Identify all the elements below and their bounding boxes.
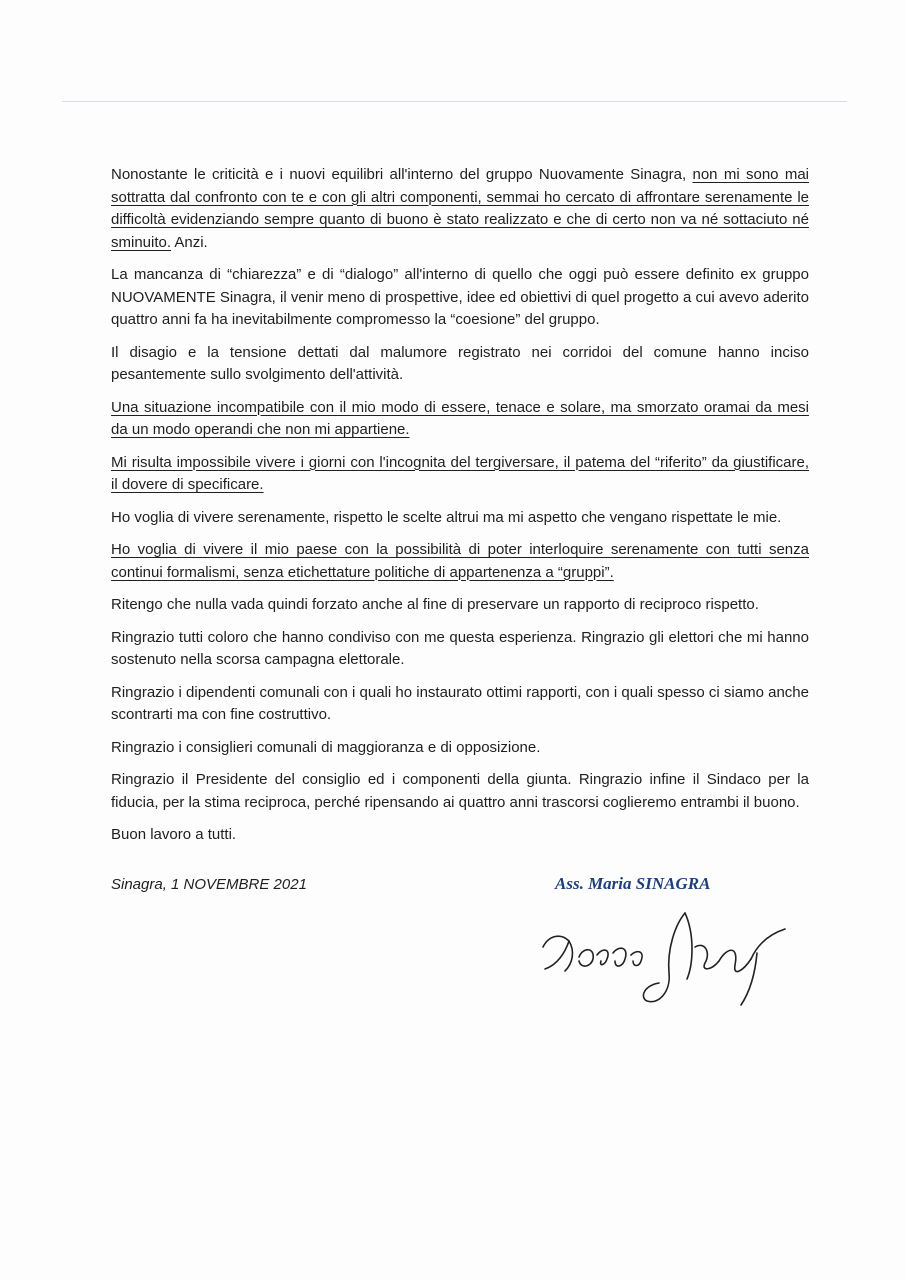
underlined-text: Ho voglia di vivere il mio paese con la possibilità di poter interloquire serenamente con tutti senza continui formalismi, senza etichettature politiche di appartenenza a “gruppi”. [111,541,809,581]
paragraph-13: Buon lavoro a tutti. [111,826,237,843]
paragraph-10: Ringrazio i dipendenti comunali con i quali ho instaurato ottimi rapporti, con i quali spesso ci siamo anche scontrarti ma con fine costruttivo. [111,683,809,723]
signer-name: Ass. Maria SINAGRA [555,874,711,893]
paragraph-7 [111,539,809,584]
paragraph-3: Il disagio e la tensione dettati dal malumore registrato nei corridoi del comune hanno inciso pesantemente sullo svolgimento dell'attività. [111,343,809,383]
letter-body [111,164,809,857]
underlined-text: Mi risulta impossibile vivere i giorni con l'incognita del tergiversare, il patema del “riferito” da giustificare, il dovere di specificare. [111,453,809,493]
paragraph-8: Ritengo che nulla vada quindi forzato anche al fine di preservare un rapporto di reciproco rispetto. [111,596,759,613]
paragraph-12: Ringrazio il Presidente del consiglio ed i componenti della giunta. Ringrazio infine il Sindaco per la fiducia, per la stima reciproca, perché ripensando ai quattro anni trascorsi coglieremo entrambi il buono. [111,771,809,811]
paragraph-9: Ringrazio tutti coloro che hanno condiviso con me questa esperienza. Ringrazio gli elettori che mi hanno sostenuto nella scorsa campagna elettorale. [111,628,809,668]
underlined-text: non mi sono mai sottratta dal confronto con te e con gli altri componenti, semmai ho cercato di affrontare serenamente le difficoltà evidenziando sempre quanto di buono è stato realizzato e che di certo non va né sottaciuto né sminuito. [111,166,809,251]
paragraph-4 [111,397,809,442]
underlined-text: Una situazione incompatibile con il mio modo di essere, tenace e solare, ma smorzato oramai da mesi da un modo operandi che non mi appartiene. [111,398,809,438]
place-and-date: Sinagra, 1 NOVEMBRE 2021 [111,876,307,893]
paragraph-6: Ho voglia di vivere serenamente, rispetto le scelte altrui ma mi aspetto che vengano rispettate le mie. [111,508,782,526]
paragraph-2: La mancanza di “chiarezza” e di “dialogo” all'interno di quello che oggi può essere definito ex gruppo NUOVAMENTE Sinagra, il venir meno di prospettive, idee ed obiettivi di quel progetto a cui avevo aderito quattro anni fa ha inevitabilmente compromesso la “coesione” del gruppo. [111,266,809,328]
paragraph-5 [111,452,809,497]
paragraph-1: Nonostante le criticità e i nuovi equilibri all'interno del gruppo Nuovamente Sinagra, non mi sono mai sottratta dal confronto con te e con gli altri componenti, semmai ho cercato di affrontare serenamente le difficoltà evidenziando sempre quanto di buono è stato realizzato e che di certo non va né sottaciuto né sminuito. Anzi. [111,166,809,251]
paragraph-11: Ringrazio i consiglieri comunali di maggioranza e di opposizione. [111,738,541,756]
header-divider [62,101,847,102]
handwritten-signature [535,905,800,1015]
